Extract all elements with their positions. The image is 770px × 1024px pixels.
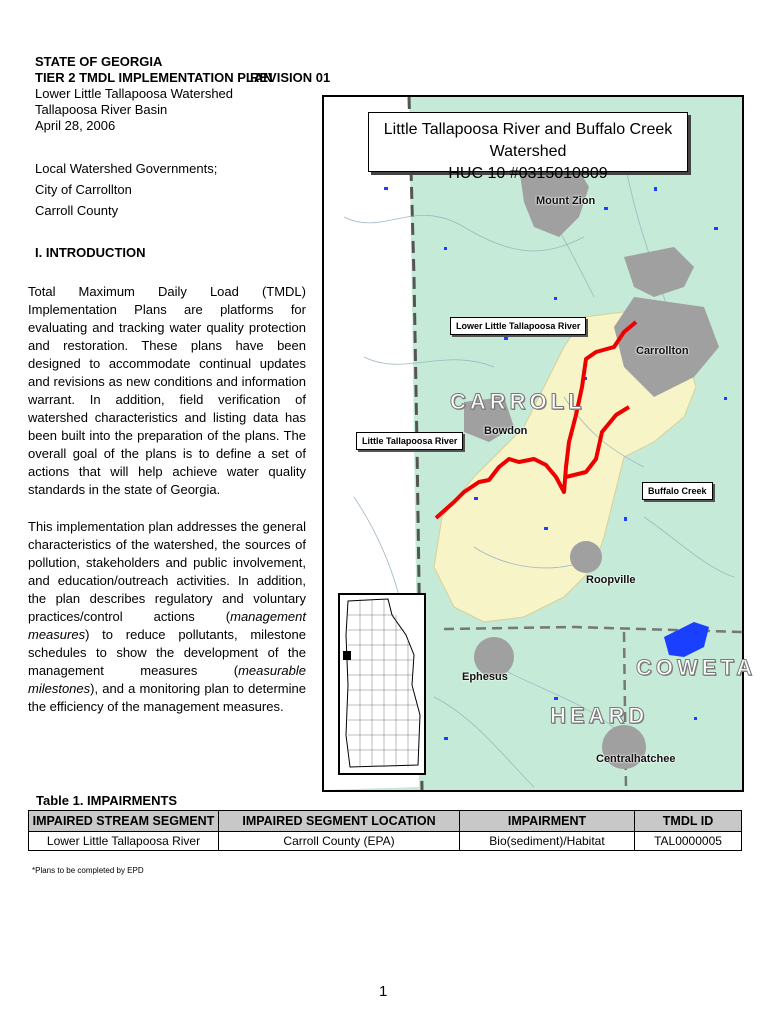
county-heard: HEARD: [550, 703, 649, 728]
watershed-map: [322, 95, 757, 792]
georgia-inset-map: [338, 593, 426, 775]
place-mount-zion: Mount Zion: [536, 195, 596, 207]
intro-paragraph-1: Total Maximum Daily Load (TMDL) Implementation Plans are platforms for evaluating and tracking water quality protection and restoration. These plans have been designed to accommodate continual updates and revisions as new conditions and information warrant. In addition, field verification of watershed characteristics and listing data has been built into the preparation of the plans. The overall goal of the plans is to define a set of actions that will help achieve water quality standards in the state of Georgia.: [28, 284, 306, 497]
place-bowdon: Bowdon: [484, 425, 528, 437]
map-huc: HUC 10 #0315010809: [448, 165, 608, 182]
page-number: 1: [379, 983, 388, 1000]
col-header-impairment: IMPAIRMENT: [460, 811, 635, 832]
map-title-box: [368, 112, 688, 182]
header-watershed: Lower Little Tallapoosa Watershed: [35, 86, 234, 101]
cell-segment: Lower Little Tallapoosa River: [29, 832, 219, 851]
section-heading: I. INTRODUCTION: [35, 245, 146, 260]
cell-tmdl-id: TAL0000005: [635, 832, 742, 851]
table-footnote: *Plans to be completed by EPD: [32, 866, 144, 875]
intro-paragraph-2: This implementation plan addresses the general characteristics of the watershed, the sources of pollution, stakeholders and public involvement, and education/outreach activities. In addition, the plan describes regulatory and voluntary practices/control actions (management measures) to reduce pollutants, milestone schedules to show the development of the management measures (measurable milestones), and a monitoring plan to determine the efficiency of the management measures.: [28, 519, 306, 714]
gov-county: Carroll County: [35, 203, 119, 218]
county-carroll: CARROLL: [450, 389, 586, 414]
place-centralhatchee: Centralhatchee: [596, 753, 676, 765]
header-plan-title: TIER 2 TMDL IMPLEMENTATION PLAN: [35, 70, 273, 85]
header-revision: REVISION 01: [250, 70, 331, 85]
callout-little-tallapoosa: Little Tallapoosa River: [356, 432, 463, 450]
gov-heading: Local Watershed Governments;: [35, 161, 218, 176]
header-basin: Tallapoosa River Basin: [35, 102, 168, 117]
cell-location: Carroll County (EPA): [219, 832, 460, 851]
col-header-location: IMPAIRED SEGMENT LOCATION: [219, 811, 460, 832]
cell-impairment: Bio(sediment)/Habitat: [460, 832, 635, 851]
place-roopville: Roopville: [586, 574, 636, 586]
col-header-tmdl-id: TMDL ID: [635, 811, 742, 832]
impairments-table: [28, 810, 742, 851]
gov-city: City of Carrollton: [35, 182, 132, 197]
header-date: April 28, 2006: [35, 118, 116, 133]
place-carrollton: Carrollton: [636, 345, 689, 357]
map-title: Little Tallapoosa River and Buffalo Creek Watershed: [383, 121, 673, 160]
callout-buffalo-creek: Buffalo Creek: [642, 482, 713, 500]
place-ephesus: Ephesus: [462, 671, 508, 683]
county-coweta: COWETA: [636, 655, 757, 680]
header-state: STATE OF GEORGIA: [35, 54, 163, 69]
table-header-row: [29, 811, 742, 832]
georgia-outline: [340, 595, 424, 773]
table-row: [29, 832, 742, 851]
callout-lower-little-tallapoosa: Lower Little Tallapoosa River: [450, 317, 586, 335]
col-header-segment: IMPAIRED STREAM SEGMENT: [29, 811, 219, 832]
table-caption: Table 1. IMPAIRMENTS: [36, 793, 178, 808]
